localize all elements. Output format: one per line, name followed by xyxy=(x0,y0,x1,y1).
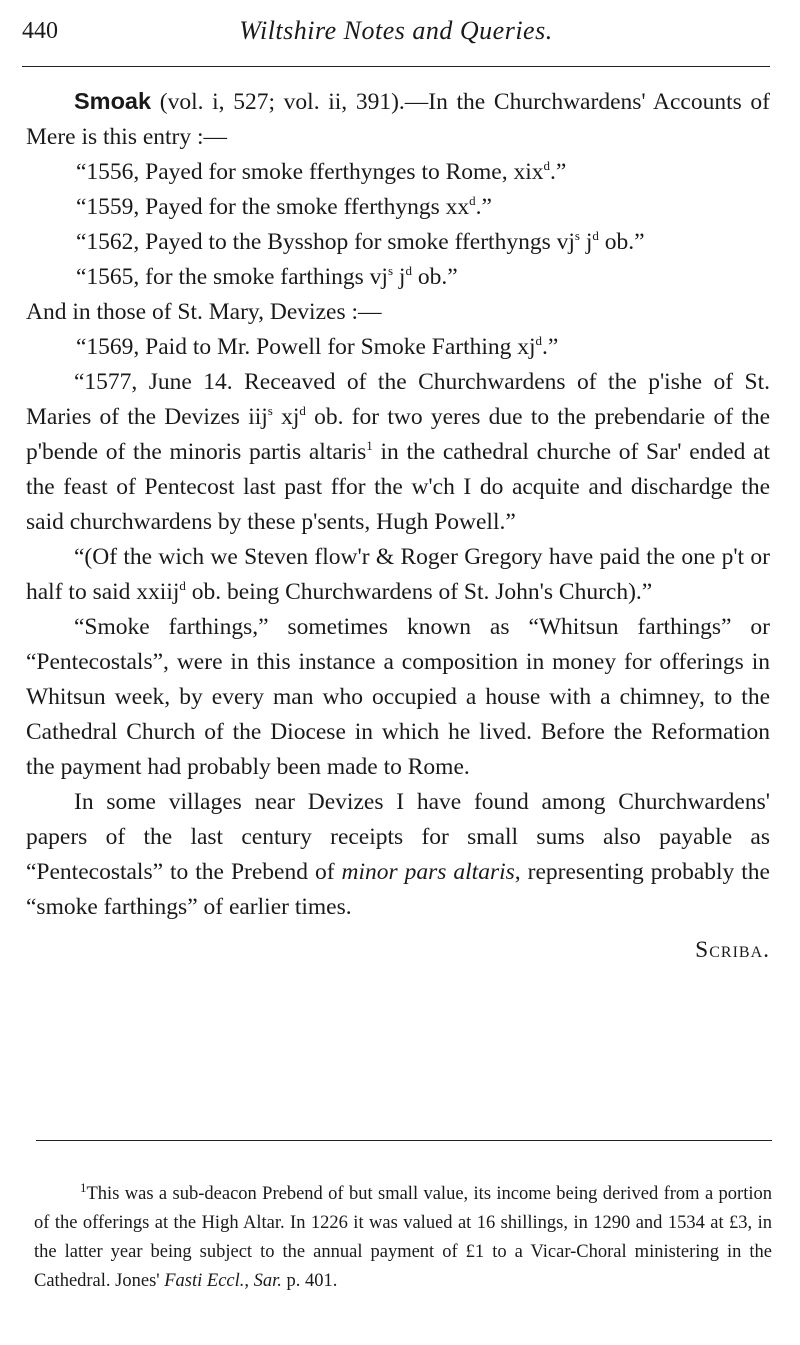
page-header xyxy=(22,16,770,50)
running-title: Wiltshire Notes and Queries. xyxy=(239,16,553,45)
villages-paragraph: In some villages near Devizes I have found among Churchwardens' papers of the last century receipts for small sums also payable as “Pentecostals” to the Prebend of minor pars altaris, representing probably the “smoke farthings” of earlier times. xyxy=(26,789,770,920)
footnote-reference[interactable]: 1 xyxy=(366,438,373,454)
page-number: 440 xyxy=(22,18,58,44)
receipt-paragraph: “1577, June 14. Receaved of the Churchwardens of the p'ishe of St. Maries of the Devizes iij$^s$ $xj^d$ ob. for two yeres due to the prebendarie of the p'bende of the minoris partis altaris$^1$ in the cathedral churche of Sar' ended at the feast of Pentecost last past ffor the w'ch I do acquite and dischardge the said churchwardens by these p'sents, Hugh Powell.” xyxy=(26,369,770,535)
mere-entry-3: “1562, Payed to the Bysshop for smoke fferthyngs $vj^s$ $j^d$ ob.” xyxy=(76,228,645,255)
mere-entry-4: “1565, for the smoke farthings $vj^s$ $j^d$ ob.” xyxy=(76,263,458,290)
signature: Scriba. xyxy=(695,937,770,963)
mere-entry-2: “1559, Payed for the smoke fferthyngs $xx^d$.” xyxy=(76,193,492,220)
article-heading: Smoak xyxy=(74,88,152,114)
mere-entry-1: “1556, Payed for smoke fferthynges to Rome, xix$^d$.” xyxy=(76,158,567,185)
note-paragraph: “(Of the wich we Steven flow'r & Roger Gregory have paid the one p't or half to said xxiij$^d$ ob. being Churchwardens of St. John's Church).” xyxy=(26,544,770,605)
intro-text: (vol. i, 527; vol. ii, 391).—In the Churchwardens' Accounts of Mere is this entry :— xyxy=(26,89,770,150)
smoke-farthings-paragraph: “Smoke farthings,” sometimes known as “Whitsun farthings” or “Pentecostals”, were in this instance a composition in money for offerings in Whitsun week, by every man who occupied a house with a chimney, to the Cathedral Church of the Diocese in which he lived. Before the Reformation the payment had probably been made to Rome. xyxy=(26,614,770,780)
footnote-marker: 1 xyxy=(80,1179,87,1195)
devizes-entry: “1569, Paid to Mr. Powell for Smoke Farthing $xj^d$.” xyxy=(76,333,559,360)
intro-paragraph xyxy=(26,84,770,155)
footnote-text: $^1$This was a sub-deacon Prebend of but small value, its income being derived from a portion of the offerings at the High Altar. In 1226 it was valued at 16 shillings, in 1290 and 1534 at £3, in the latter year being subject to the annual payment of £1 to a Vicar-Choral ministering in the Cathedral. Jones' Fasti Eccl., Sar. p. 401. xyxy=(34,1179,772,1291)
article-body xyxy=(26,84,770,968)
footnote-rule xyxy=(36,1140,772,1141)
devizes-intro: And in those of St. Mary, Devizes :— xyxy=(26,299,382,325)
footnote xyxy=(34,1180,772,1296)
header-rule xyxy=(22,66,770,67)
